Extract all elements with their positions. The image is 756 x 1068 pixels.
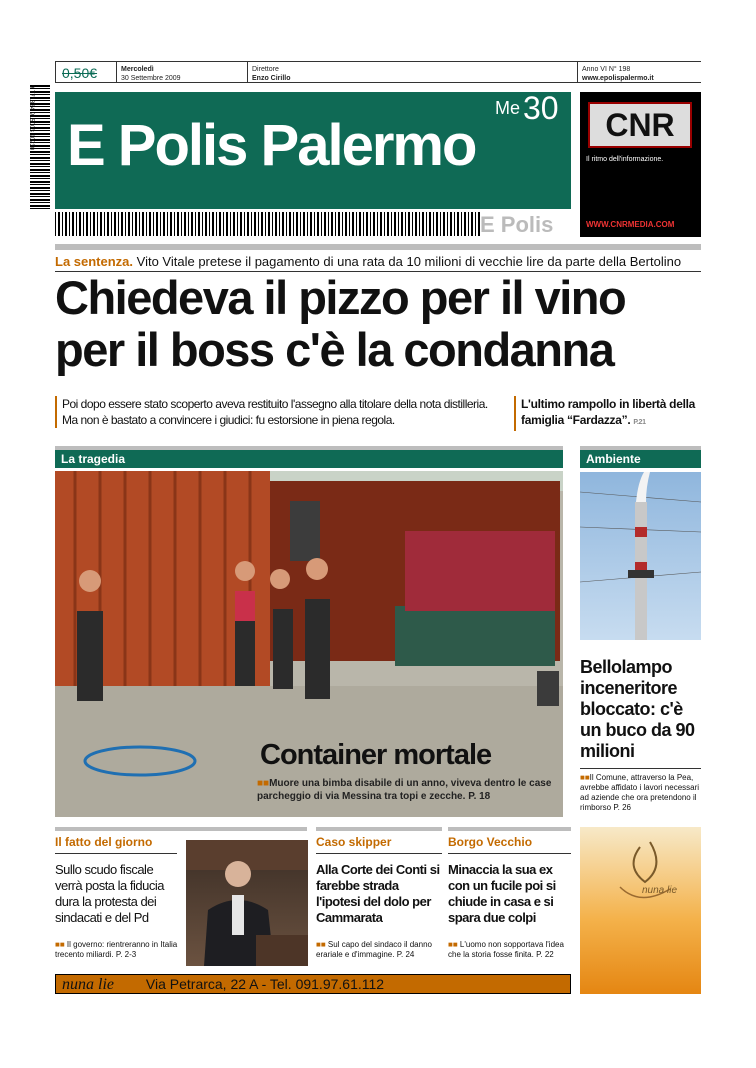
side-deck-page: P.21 [633, 419, 646, 426]
side-deck[interactable] [514, 396, 704, 431]
fatto-body: Sullo scudo fiscale verrà posta la fiducia dura la protesta dei sindacati e del Pd [55, 862, 164, 925]
skipper-section: Caso skipper [316, 827, 442, 849]
barcode-digits: 9 771824 915003 90930 [28, 85, 34, 151]
caption-text: Muore una bimba disabile di un anno, viveva dentro le case parcheggio di via Messina tra topi e zecche. [257, 778, 552, 802]
nuna-lie-text: nuna lie [642, 885, 678, 896]
cnr-logo: CNR [588, 102, 692, 148]
masthead-title: E Polis Palermo [67, 113, 476, 178]
nuna-lie-logo [580, 827, 701, 994]
weekday: Mercoledì [121, 66, 154, 73]
issue: Anno VI N° 198 [582, 66, 631, 73]
masthead-day: Me [495, 98, 521, 118]
divider [580, 768, 701, 769]
date: 30 Settembre 2009 [121, 75, 181, 82]
main-photo[interactable] [55, 471, 563, 817]
politician-illustration [186, 840, 308, 966]
ambiente-photo[interactable] [580, 472, 701, 640]
chimney-illustration [580, 472, 701, 640]
headline-line-1: Chiedeva il pizzo per il vino [55, 271, 626, 324]
date-box [117, 61, 247, 83]
ambiente-text-body: Il Comune, attraverso la Pea, avrebbe affidato i lavori necessari ad aziende che ora pretendono il rimborso [580, 773, 700, 812]
fatto-small: ■■ Il governo: rientreranno in Italia trecento miliardi. P. 2-3 [55, 940, 178, 959]
borgo-section: Borgo Vecchio [448, 827, 571, 849]
divider [55, 244, 701, 250]
skipper-page: P. 24 [396, 950, 415, 959]
director-box [247, 61, 577, 83]
director-label: Direttore [252, 66, 279, 73]
borgo-small-text: L'uomo non sopportava l'idea che la storia fosse finita. [448, 940, 564, 959]
lead-kicker-line [55, 254, 701, 269]
ambiente-title[interactable]: Bellolampo inceneritore bloccato: c'è un buco da 90 milioni [580, 657, 695, 761]
bottom-ad-text: Via Petrarca, 22 A - Tel. 091.97.61.112 [145, 976, 385, 992]
skipper-column[interactable] [316, 827, 442, 960]
borgo-column[interactable] [448, 827, 571, 960]
photo-title: Container mortale [260, 739, 492, 771]
skipper-small-text: Sul capo del sindaco il danno erariale e d'immagine. [316, 940, 432, 959]
skipper-small: ■■ Sul capo del sindaco il danno erariale e d'immagine. P. 24 [316, 940, 432, 959]
borgo-body: Minaccia la sua ex con un fucile poi si chiude in casa e si spara due colpi [448, 862, 556, 925]
skipper-body: Alla Corte dei Conti si farebbe strada l'ipotesi del dolo per Cammarata [316, 862, 440, 925]
issue-box [577, 61, 701, 83]
fatto-page: P. 2-3 [115, 950, 137, 959]
divider [448, 853, 571, 854]
nuna-lie-ad[interactable] [580, 827, 701, 994]
divider [316, 853, 442, 854]
cnr-url[interactable]: WWW.CNRMEDIA.COM [586, 220, 675, 229]
small-logo: E Polis [480, 212, 554, 237]
headline-line-2: per il boss c'è la condanna [55, 323, 614, 376]
lead-deck: Poi dopo essere stato scoperto aveva restituito l'assegno alla titolare della nota distilleria. Ma non è bastato a convincere i giudici: fu estorsione in piena regola. [55, 396, 500, 428]
divider [55, 853, 177, 854]
bottom-ad[interactable] [55, 974, 571, 994]
fatto-small-text: Il governo: rientreranno in Italia trecento miliardi. [55, 940, 178, 959]
ambiente-page: P. 26 [613, 803, 632, 812]
borgo-small: ■■ L'uomo non sopportava l'idea che la storia fosse finita. P. 22 [448, 940, 564, 959]
section-tragedia: La tragedia [55, 446, 563, 468]
bottom-ad-brand: nuna lie [62, 976, 114, 993]
cnr-tagline: Il ritmo dell'informazione. [586, 156, 664, 163]
borgo-page: P. 22 [536, 950, 554, 959]
lead-kicker: La sentenza. [55, 254, 134, 269]
lead-kicker-text: Vito Vitale pretese il pagamento di una rata da 10 milioni di vecchie lire da parte della Bertolino [136, 254, 682, 269]
caption-page: P. 18 [468, 791, 491, 802]
photo-caption: ■■Muore una bimba disabile di un anno, viveva dentro le case parcheggio di via Messina tra topi e zecche. P. 18 [257, 778, 552, 802]
cnr-ad[interactable] [580, 92, 701, 237]
ambiente-text: ■■Il Comune, attraverso la Pea, avrebbe affidato i lavori necessari ad aziende che ora pretendono il rimborso P. 26 [580, 773, 700, 812]
decorative-stripes [55, 212, 480, 236]
side-deck-text: L'ultimo rampollo in libertà della famiglia “Fardazza”. [521, 397, 696, 427]
masthead-day-number: 30 [523, 90, 559, 126]
fatto-section: Il fatto del giorno [55, 827, 307, 849]
lead-headline[interactable] [55, 272, 715, 376]
masthead [55, 92, 571, 209]
website[interactable]: www.epolispalermo.it [582, 75, 654, 82]
price: 0,50€ [55, 61, 117, 83]
director-name: Enzo Cirillo [252, 75, 291, 82]
section-ambiente: Ambiente [580, 446, 701, 468]
politician-photo[interactable] [186, 840, 308, 966]
